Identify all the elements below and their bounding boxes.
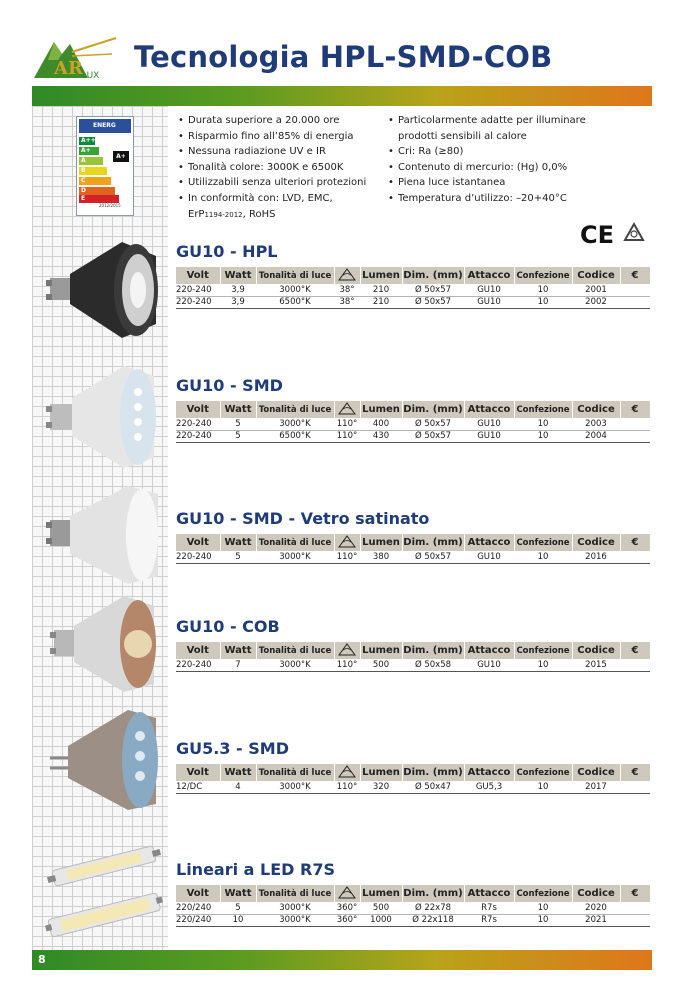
feature-item: • Utilizzabili senza ulteriori protezioni [176, 175, 384, 191]
column-header-volt: Volt [176, 534, 220, 552]
table-row [176, 915, 650, 927]
column-header-color-temperature: Tonalità di luce [256, 267, 334, 285]
column-header-beam-angle [334, 885, 360, 903]
column-header-code: Codice [572, 267, 620, 285]
cell-dimensions: Ø 50x57 [402, 285, 464, 297]
cell-watt: 4 [220, 782, 256, 794]
header-color-bar [32, 86, 652, 106]
cell-base: GU10 [464, 285, 514, 297]
spec-table [176, 401, 651, 443]
column-header-price: € [620, 885, 650, 903]
table-row [176, 285, 650, 297]
cell-price [620, 903, 650, 915]
column-header-price: € [620, 401, 650, 419]
energy-class: E [79, 195, 119, 203]
recycling-triangle-icon [625, 224, 643, 240]
column-header-dimensions: Dim. (mm) [402, 642, 464, 660]
spec-table [176, 534, 651, 564]
cell-lumen: 430 [360, 431, 402, 443]
column-header-code: Codice [572, 534, 620, 552]
column-header-watt: Watt [220, 267, 256, 285]
cell-color-temperature: 3000°K [256, 285, 334, 297]
column-header-lumen: Lumen [360, 764, 402, 782]
energy-class: B [79, 167, 107, 175]
column-header-package: Confezione [514, 534, 572, 552]
r7s-linear-lamps-image [44, 836, 164, 944]
column-header-beam-angle [334, 267, 360, 285]
cell-code: 2021 [572, 915, 620, 927]
spec-table [176, 267, 651, 309]
column-header-package: Confezione [514, 642, 572, 660]
energy-class: A [79, 157, 103, 165]
column-header-volt: Volt [176, 401, 220, 419]
column-header-code: Codice [572, 764, 620, 782]
cell-watt: 5 [220, 903, 256, 915]
cell-color-temperature: 3000°K [256, 552, 334, 564]
beam-angle-icon [338, 765, 356, 778]
cell-code: 2004 [572, 431, 620, 443]
column-header-price: € [620, 267, 650, 285]
cell-watt: 5 [220, 552, 256, 564]
cell-volt: 220-240 [176, 431, 220, 443]
column-header-dimensions: Dim. (mm) [402, 885, 464, 903]
cell-beam-angle: 360° [334, 915, 360, 927]
svg-text:AR: AR [54, 58, 83, 79]
cell-beam-angle: 110° [334, 782, 360, 794]
spec-table [176, 764, 651, 794]
column-header-watt: Watt [220, 764, 256, 782]
spec-table [176, 885, 651, 927]
rohs-label: , RoHS [242, 208, 276, 220]
product-section [176, 739, 650, 794]
column-header-dimensions: Dim. (mm) [402, 764, 464, 782]
column-header-watt: Watt [220, 885, 256, 903]
erp-subscript: 1194-2012 [204, 210, 243, 219]
energy-label [76, 116, 134, 216]
cell-beam-angle: 110° [334, 660, 360, 672]
column-header-lumen: Lumen [360, 401, 402, 419]
feature-item: • Nessuna radiazione UV e IR [176, 144, 384, 160]
gu10-cob-lamp-image [44, 594, 164, 694]
cell-price [620, 915, 650, 927]
column-header-base: Attacco [464, 401, 514, 419]
section-title: Lineari a LED R7S [176, 860, 335, 879]
cell-volt: 220/240 [176, 903, 220, 915]
cell-volt: 220-240 [176, 660, 220, 672]
column-header-color-temperature: Tonalità di luce [256, 764, 334, 782]
gu5-3-smd-lamp-image [44, 706, 164, 812]
cell-beam-angle: 110° [334, 419, 360, 431]
column-header-price: € [620, 534, 650, 552]
table-row [176, 660, 650, 672]
cell-package: 10 [514, 297, 572, 309]
cell-dimensions: Ø 50x58 [402, 660, 464, 672]
cell-price [620, 552, 650, 564]
energy-label-header: ENERG [79, 119, 131, 133]
gu10-smd-satin-lamp-image [44, 484, 164, 586]
cell-color-temperature: 3000°K [256, 660, 334, 672]
cell-beam-angle: 110° [334, 431, 360, 443]
cell-color-temperature: 6500°K [256, 297, 334, 309]
beam-angle-icon [338, 268, 356, 281]
cell-dimensions: Ø 50x47 [402, 782, 464, 794]
column-header-code: Codice [572, 401, 620, 419]
table-row [176, 431, 650, 443]
cell-dimensions: Ø 50x57 [402, 297, 464, 309]
cell-base: GU10 [464, 660, 514, 672]
column-header-base: Attacco [464, 534, 514, 552]
column-header-code: Codice [572, 885, 620, 903]
column-header-package: Confezione [514, 764, 572, 782]
cell-package: 10 [514, 419, 572, 431]
column-header-volt: Volt [176, 764, 220, 782]
cell-price [620, 431, 650, 443]
cell-dimensions: Ø 50x57 [402, 431, 464, 443]
column-header-base: Attacco [464, 885, 514, 903]
product-section [176, 376, 650, 443]
column-header-lumen: Lumen [360, 642, 402, 660]
svg-text:LUX: LUX [82, 71, 100, 81]
cell-price [620, 782, 650, 794]
feature-item: • Cri: Ra (≥80) [386, 144, 626, 160]
footer-color-bar [32, 950, 652, 970]
cell-price [620, 419, 650, 431]
feature-item-continued [176, 207, 384, 224]
column-header-beam-angle [334, 401, 360, 419]
cell-base: GU10 [464, 297, 514, 309]
cell-color-temperature: 3000°K [256, 782, 334, 794]
column-header-package: Confezione [514, 885, 572, 903]
column-header-price: € [620, 764, 650, 782]
erp-label: ErP [188, 208, 205, 220]
feature-item: • Temperatura d’utilizzo: –20+40°C [386, 191, 626, 207]
feature-item: • Tonalità colore: 3000K e 6500K [176, 160, 384, 176]
table-header-row [176, 642, 650, 660]
cell-code: 2016 [572, 552, 620, 564]
cell-code: 2020 [572, 903, 620, 915]
cell-color-temperature: 6500°K [256, 431, 334, 443]
table-header-row [176, 764, 650, 782]
cell-dimensions: Ø 22x78 [402, 903, 464, 915]
cell-base: GU10 [464, 552, 514, 564]
section-title: GU10 - SMD - Vetro satinato [176, 509, 430, 528]
page-number: 8 [38, 953, 46, 966]
cell-volt: 12/DC [176, 782, 220, 794]
cell-package: 10 [514, 431, 572, 443]
column-header-lumen: Lumen [360, 267, 402, 285]
table-header-row [176, 885, 650, 903]
column-header-lumen: Lumen [360, 534, 402, 552]
cell-price [620, 660, 650, 672]
cell-code: 2003 [572, 419, 620, 431]
cell-volt: 220-240 [176, 419, 220, 431]
cell-dimensions: Ø 50x57 [402, 419, 464, 431]
table-row [176, 782, 650, 794]
cell-package: 10 [514, 660, 572, 672]
column-header-color-temperature: Tonalità di luce [256, 534, 334, 552]
cell-package: 10 [514, 552, 572, 564]
cell-price [620, 297, 650, 309]
spec-table [176, 642, 651, 672]
column-header-volt: Volt [176, 642, 220, 660]
column-header-beam-angle [334, 764, 360, 782]
table-row [176, 419, 650, 431]
cell-volt: 220-240 [176, 285, 220, 297]
table-row [176, 552, 650, 564]
cell-beam-angle: 110° [334, 552, 360, 564]
column-header-base: Attacco [464, 642, 514, 660]
column-header-volt: Volt [176, 885, 220, 903]
table-row [176, 297, 650, 309]
feature-item: • Durata superiore a 20.000 ore [176, 113, 384, 129]
cell-base: R7s [464, 903, 514, 915]
beam-angle-icon [338, 886, 356, 899]
cell-watt: 5 [220, 431, 256, 443]
cell-package: 10 [514, 915, 572, 927]
feature-item: • Particolarmente adatte per illuminare prodotti sensibili al calore [386, 113, 626, 144]
cell-code: 2002 [572, 297, 620, 309]
cell-lumen: 1000 [360, 915, 402, 927]
cell-lumen: 500 [360, 903, 402, 915]
cell-price [620, 285, 650, 297]
ce-mark-icon: CE [580, 221, 615, 247]
column-header-color-temperature: Tonalità di luce [256, 885, 334, 903]
column-header-watt: Watt [220, 534, 256, 552]
column-header-dimensions: Dim. (mm) [402, 534, 464, 552]
feature-item: • In conformità con: LVD, EMC, [176, 191, 384, 207]
energy-class: A++ [81, 137, 96, 144]
table-header-row [176, 267, 650, 285]
cell-base: GU10 [464, 419, 514, 431]
column-header-watt: Watt [220, 401, 256, 419]
cell-color-temperature: 3000°K [256, 419, 334, 431]
column-header-dimensions: Dim. (mm) [402, 401, 464, 419]
column-header-dimensions: Dim. (mm) [402, 267, 464, 285]
product-section [176, 242, 650, 309]
features-left [176, 113, 384, 223]
feature-item: • Piena luce istantanea [386, 175, 626, 191]
column-header-base: Attacco [464, 764, 514, 782]
column-header-price: € [620, 642, 650, 660]
cell-watt: 3,9 [220, 285, 256, 297]
cell-beam-angle: 360° [334, 903, 360, 915]
column-header-package: Confezione [514, 401, 572, 419]
cell-lumen: 210 [360, 297, 402, 309]
cell-beam-angle: 38° [334, 285, 360, 297]
product-section [176, 617, 650, 672]
column-header-code: Codice [572, 642, 620, 660]
cell-beam-angle: 38° [334, 297, 360, 309]
column-header-watt: Watt [220, 642, 256, 660]
cell-base: GU5,3 [464, 782, 514, 794]
column-header-beam-angle [334, 642, 360, 660]
cell-code: 2015 [572, 660, 620, 672]
cell-lumen: 210 [360, 285, 402, 297]
cell-dimensions: Ø 22x118 [402, 915, 464, 927]
product-section [176, 860, 650, 927]
column-header-base: Attacco [464, 267, 514, 285]
feature-item: • Contenuto di mercurio: (Hg) 0,0% [386, 160, 626, 176]
product-section [176, 509, 650, 564]
gu10-hpl-lamp-image [44, 236, 164, 342]
energy-class: A+ [79, 147, 99, 155]
column-header-color-temperature: Tonalità di luce [256, 401, 334, 419]
beam-angle-icon [338, 535, 356, 548]
cell-base: GU10 [464, 431, 514, 443]
cell-lumen: 380 [360, 552, 402, 564]
energy-label-footer: 2012/2015 [99, 203, 121, 208]
cell-color-temperature: 3000°K [256, 903, 334, 915]
cell-dimensions: Ø 50x57 [402, 552, 464, 564]
cell-package: 10 [514, 782, 572, 794]
energy-rating-marker: A+ [113, 151, 129, 162]
section-title: GU5.3 - SMD [176, 739, 289, 758]
cell-lumen: 500 [360, 660, 402, 672]
table-header-row [176, 534, 650, 552]
cell-watt: 3,9 [220, 297, 256, 309]
page-title: Tecnologia HPL-SMD-COB [134, 40, 553, 74]
cell-lumen: 320 [360, 782, 402, 794]
column-header-lumen: Lumen [360, 885, 402, 903]
beam-angle-icon [338, 402, 356, 415]
gu10-smd-lamp-image [44, 362, 164, 472]
cell-watt: 5 [220, 419, 256, 431]
energy-class: C [79, 177, 111, 185]
cell-package: 10 [514, 285, 572, 297]
cell-volt: 220-240 [176, 552, 220, 564]
section-title: GU10 - COB [176, 617, 280, 636]
cell-base: R7s [464, 915, 514, 927]
energy-class: D [79, 187, 115, 195]
section-title: GU10 - SMD [176, 376, 283, 395]
cell-package: 10 [514, 903, 572, 915]
cell-code: 2001 [572, 285, 620, 297]
section-title: GU10 - HPL [176, 242, 278, 261]
column-header-beam-angle [334, 534, 360, 552]
cell-watt: 10 [220, 915, 256, 927]
cell-color-temperature: 3000°K [256, 915, 334, 927]
cell-lumen: 400 [360, 419, 402, 431]
column-header-volt: Volt [176, 267, 220, 285]
cell-watt: 7 [220, 660, 256, 672]
column-header-color-temperature: Tonalità di luce [256, 642, 334, 660]
cell-volt: 220-240 [176, 297, 220, 309]
column-header-package: Confezione [514, 267, 572, 285]
beam-angle-icon [338, 643, 356, 656]
table-row [176, 903, 650, 915]
cell-code: 2017 [572, 782, 620, 794]
feature-item: • Risparmio fino all’85% di energia [176, 129, 384, 145]
cell-volt: 220/240 [176, 915, 220, 927]
table-header-row [176, 401, 650, 419]
features-right [386, 113, 626, 207]
ar-lux-logo [32, 34, 120, 84]
